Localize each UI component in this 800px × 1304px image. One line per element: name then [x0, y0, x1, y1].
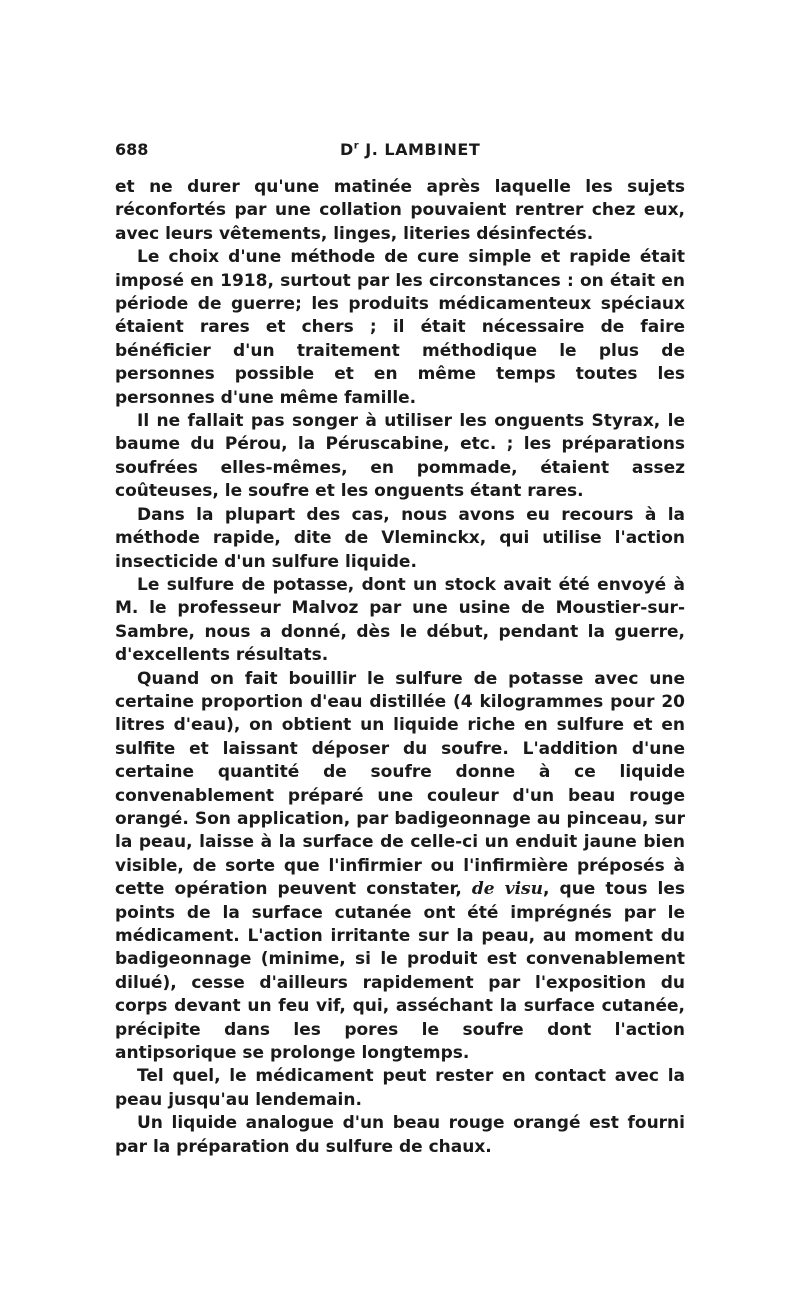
paragraph-text-before: Quand on fait bouillir le sulfure de potasse avec une certaine proportion d'eau distillée (4 kilogrammes pour 20 litres d'eau), on obtient un liquide riche en sulfure et en sulfite et laissant déposer du soufre. L'addition d'une certaine quantité de soufre donne à ce liquide convenablement préparé une couleur d'un beau rouge orangé. Son application, par badigeonnage au pinceau, sur la peau, laisse à la surface de celle-ci un enduit jaune bien visible, de sorte que l'infirmier ou l'infirmière préposés à cette opération peuvent constater,	[115, 668, 685, 900]
paragraph-text-after: , que tous les points de la surface cutanée ont été imprégnés par le médicament. L'action irritante sur la peau, au moment du badigeonnage (minime, si le produit est convenablement dilué), cesse d'ailleurs rapidement par l'exposition du corps devant un feu vif, qui, asséchant la surface cutanée, précipite dans les pores le soufre dont l'action antipsorique se prolonge longtemps.	[115, 879, 685, 1064]
page-header	[115, 140, 685, 164]
author-prefix-sup: r	[353, 140, 360, 152]
paragraph: Dans la plupart des cas, nous avons eu recours à la méthode rapide, dite de Vleminckx, qui utilise l'action insecticide d'un sulfure liquide.	[115, 504, 685, 572]
paragraph: Le sulfure de potasse, dont un stock avait été envoyé à M. le professeur Malvoz par une usine de Moustier-sur-Sambre, nous a donné, dès le début, pendant la guerre, d'excellents résultats.	[115, 574, 685, 666]
paragraph-with-italic	[115, 668, 685, 1066]
italic-term: de visu	[471, 879, 543, 900]
paragraph: Un liquide analogue d'un beau rouge orangé est fourni par la préparation du sulfure de chaux.	[115, 1113, 685, 1157]
body-text	[115, 176, 685, 1159]
page-number: 688	[115, 140, 149, 159]
paragraph: Tel quel, le médicament peut rester en contact avec la peau jusqu'au lendemain.	[115, 1066, 685, 1110]
paragraph: Il ne fallait pas songer à utiliser les onguents Styrax, le baume du Pérou, la Péruscabine, etc. ; les préparations soufrées elles-mêmes, en pommade, étaient assez coûteuses, le soufre et les onguents étant rares.	[115, 411, 685, 502]
paragraph-continuation: et ne durer qu'une matinée après laquelle les sujets réconfortés par une collation pouvaient rentrer chez eux, avec leurs vêtements, linges, literies désinfectés.	[115, 177, 685, 244]
running-head-author	[340, 140, 480, 159]
author-prefix: D	[340, 140, 354, 159]
paragraph: Le choix d'une méthode de cure simple et rapide était imposé en 1918, surtout par les circonstances : on était en période de guerre; les produits médicamenteux spéciaux étaient rares et chers ; il était nécessaire de faire bénéficier d'un traitement méthodique le plus de personnes possible et en même temps toutes les personnes d'une même famille.	[115, 247, 685, 408]
author-name: J. LAMBINET	[359, 140, 481, 159]
